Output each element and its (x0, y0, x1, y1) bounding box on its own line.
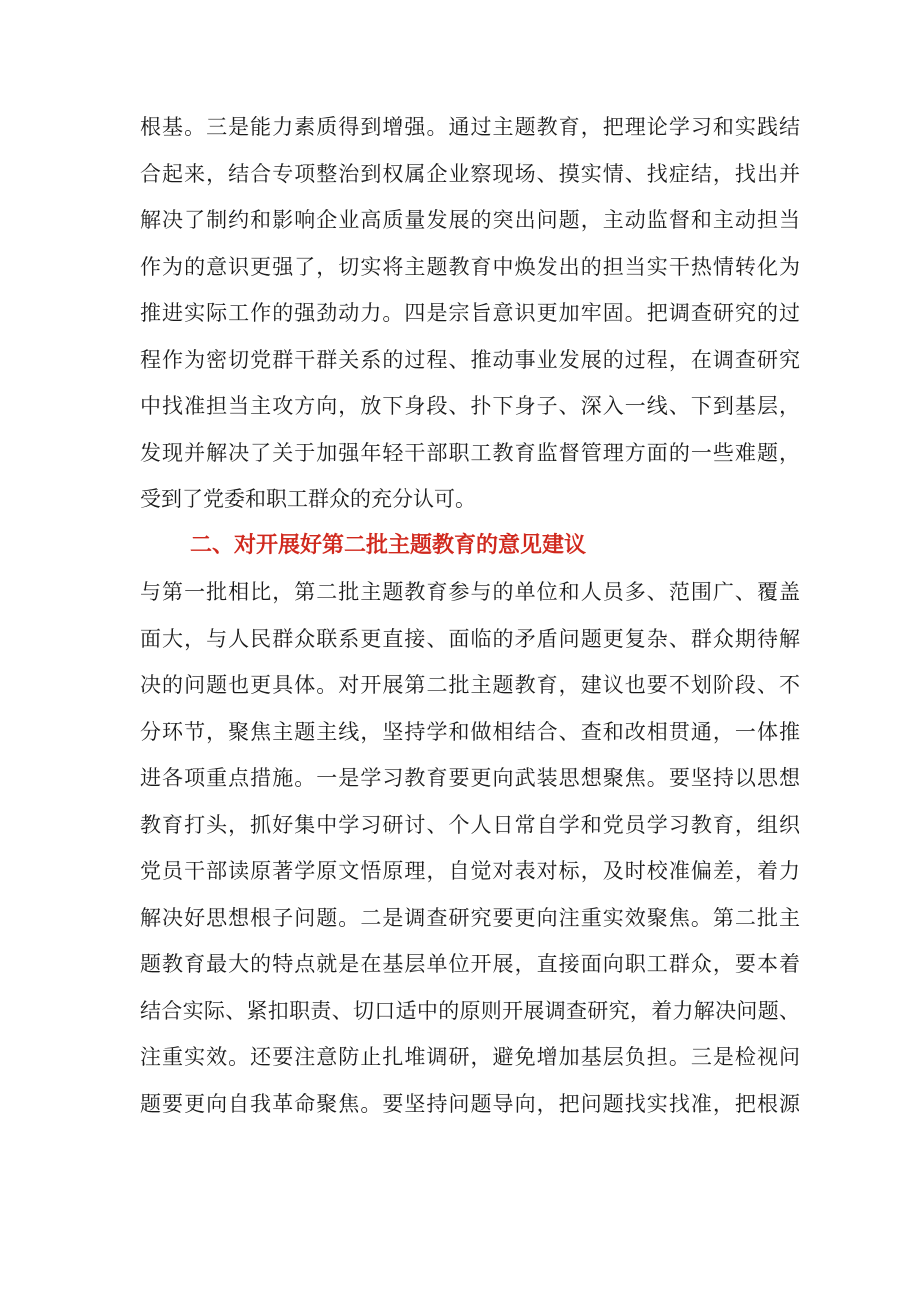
paragraph1-line-1: 根基。三是能力素质得到增强。通过主题教育，把理论学习和实践结 (140, 115, 800, 139)
paragraph1-line-4: 作为的意识更强了，切实将主题教育中焕发出的担当实干热情转化为 (140, 255, 800, 279)
paragraph1-line-7: 中找准担当主攻方向，放下身段、扑下身子、深入一线、下到基层， (140, 394, 800, 418)
paragraph2-line-10: 结合实际、紧扣职责、切口适中的原则开展调查研究，着力解决问题、 (140, 999, 800, 1023)
paragraph2-line-12: 题要更向自我革命聚焦。要坚持问题导向，把问题找实找准，把根源 (140, 1092, 800, 1116)
paragraph2-line-7: 党员干部读原著学原文悟原理，自觉对表对标，及时校准偏差，着力 (140, 859, 800, 883)
paragraph1-line-9: 受到了党委和职工群众的充分认可。 (140, 487, 476, 511)
paragraph1-line-3: 解决了制约和影响企业高质量发展的突出问题，主动监督和主动担当 (140, 208, 800, 232)
paragraph2-line-3: 决的问题也更具体。对开展第二批主题教育，建议也要不划阶段、不 (140, 673, 800, 697)
paragraph1-line-5: 推进实际工作的强劲动力。四是宗旨意识更加牢固。把调查研究的过 (140, 301, 800, 325)
paragraph2-line-9: 题教育最大的特点就是在基层单位开展，直接面向职工群众，要本着 (140, 952, 800, 976)
paragraph2-line-1: 与第一批相比，第二批主题教育参与的单位和人员多、范围广、覆盖 (140, 580, 800, 604)
paragraph2-line-4: 分环节，聚焦主题主线，坚持学和做相结合、查和改相贯通，一体推 (140, 720, 800, 744)
paragraph2-line-2: 面大，与人民群众联系更直接、面临的矛盾问题更复杂、群众期待解 (140, 627, 800, 651)
paragraph2-line-5: 进各项重点措施。一是学习教育要更向武装思想聚焦。要坚持以思想 (140, 766, 800, 790)
paragraph2-line-6: 教育打头，抓好集中学习研讨、个人日常自学和党员学习教育，组织 (140, 813, 800, 837)
paragraph2-line-11: 注重实效。还要注意防止扎堆调研，避免增加基层负担。三是检视问 (140, 1045, 800, 1069)
paragraph2-line-8: 解决好思想根子问题。二是调查研究要更向注重实效聚焦。第二批主 (140, 906, 800, 930)
paragraph1-line-6: 程作为密切党群干群关系的过程、推动事业发展的过程，在调查研究 (140, 348, 800, 372)
section-heading: 二、对开展好第二批主题教育的意见建议 (190, 533, 587, 558)
paragraph1-line-2: 合起来，结合专项整治到权属企业察现场、摸实情、找症结，找出并 (140, 162, 800, 186)
paragraph1-line-8: 发现并解决了关于加强年轻干部职工教育监督管理方面的一些难题， (140, 441, 800, 465)
